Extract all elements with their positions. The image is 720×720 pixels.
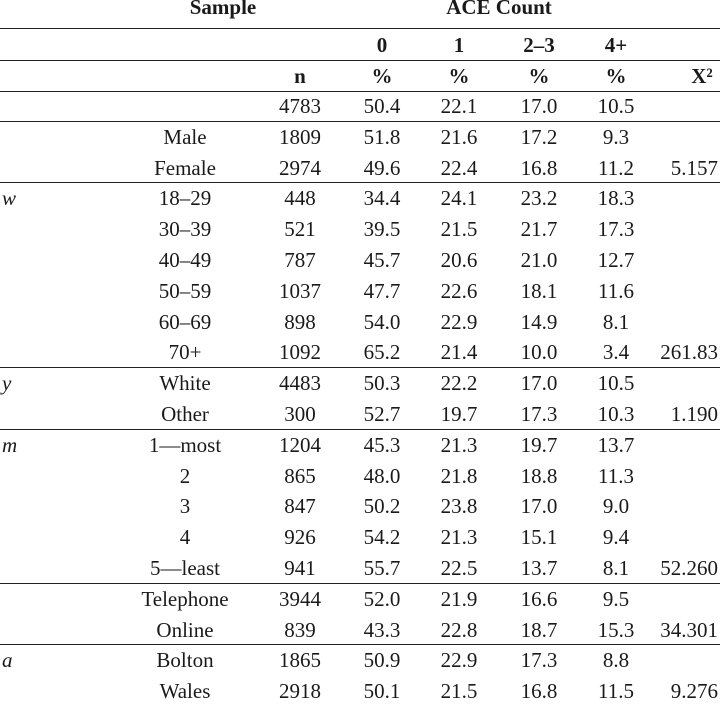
row-n: 2918 <box>279 679 321 704</box>
row-chi-square: 261.83 <box>660 340 718 365</box>
row-pct: 52.7 <box>363 402 401 426</box>
row-pct: 17.0 <box>520 494 558 519</box>
row-pct: 9.3 <box>602 124 630 149</box>
header-unit: % <box>371 64 393 88</box>
row-pct: 17.3 <box>520 648 558 673</box>
header-unit: % <box>448 64 470 88</box>
row-pct: 22.4 <box>440 155 478 180</box>
row-pct: 49.6 <box>363 155 401 180</box>
row-n: 448 <box>284 186 316 211</box>
header-unit: % <box>528 64 550 88</box>
row-pct: 13.7 <box>520 556 558 580</box>
row-pct: 50.4 <box>363 94 401 118</box>
row-n: 787 <box>284 248 316 272</box>
row-pct: 17.3 <box>597 217 635 242</box>
row-pct: 15.3 <box>597 617 635 642</box>
header-ace-col: 4+ <box>604 33 628 57</box>
row-pct: 24.1 <box>440 186 478 211</box>
row-pct: 21.5 <box>440 217 478 242</box>
row-pct: 52.0 <box>363 586 401 611</box>
row-level: Bolton <box>156 648 214 673</box>
header-sample: Sample <box>189 0 257 19</box>
row-pct: 21.3 <box>440 432 478 457</box>
row-pct: 22.9 <box>440 648 478 673</box>
row-n: 1204 <box>279 432 321 457</box>
row-level: 1—most <box>148 432 222 457</box>
row-pct: 21.6 <box>440 124 478 149</box>
row-pct: 3.4 <box>602 340 630 365</box>
row-pct: 9.4 <box>602 525 630 550</box>
row-pct: 11.5 <box>598 679 634 704</box>
row-pct: 21.3 <box>440 525 478 550</box>
row-level: 2 <box>179 463 191 488</box>
row-pct: 21.9 <box>440 586 478 611</box>
row-chi-square: 34.301 <box>660 617 718 642</box>
header-rule-middle <box>0 60 720 61</box>
header-ace-col: 0 <box>376 33 388 57</box>
row-pct: 22.5 <box>440 556 478 580</box>
row-level: 5—least <box>150 556 220 580</box>
row-pct: 22.6 <box>440 278 478 303</box>
row-n: 847 <box>284 494 316 519</box>
row-pct: 17.0 <box>520 371 558 396</box>
row-n: 4483 <box>279 371 321 396</box>
row-level: Female <box>154 155 216 180</box>
row-n: 941 <box>284 556 316 580</box>
group-divider <box>0 429 720 430</box>
header-unit: n <box>294 64 306 88</box>
row-pct: 51.8 <box>363 124 401 149</box>
row-pct: 17.2 <box>520 124 558 149</box>
row-level: 30–39 <box>158 217 212 242</box>
row-pct: 8.8 <box>602 648 630 673</box>
row-pct: 55.7 <box>363 556 401 580</box>
row-n: 2974 <box>279 155 321 180</box>
row-n: 926 <box>284 525 316 550</box>
header-unit: % <box>605 64 627 88</box>
row-level: Male <box>163 124 207 149</box>
row-pct: 15.1 <box>520 525 558 550</box>
row-pct: 22.2 <box>440 371 478 396</box>
row-n: 4783 <box>279 94 321 118</box>
row-pct: 18.8 <box>520 463 558 488</box>
row-pct: 43.3 <box>363 617 401 642</box>
row-n: 865 <box>284 463 316 488</box>
row-pct: 19.7 <box>520 432 558 457</box>
row-chi-square: 52.260 <box>660 556 718 580</box>
row-pct: 8.1 <box>602 309 630 334</box>
row-pct: 21.7 <box>520 217 558 242</box>
row-pct: 11.2 <box>598 155 634 180</box>
row-n: 1865 <box>279 648 321 673</box>
row-n: 1092 <box>279 340 321 365</box>
row-pct: 16.8 <box>520 679 558 704</box>
row-pct: 50.1 <box>363 679 401 704</box>
row-pct: 39.5 <box>363 217 401 242</box>
row-pct: 10.3 <box>597 402 635 426</box>
row-chi-square: 5.157 <box>670 155 718 180</box>
row-level: 40–49 <box>158 248 212 272</box>
row-pct: 14.9 <box>520 309 558 334</box>
row-level: Wales <box>159 679 211 704</box>
row-n: 898 <box>284 309 316 334</box>
row-level: 4 <box>179 525 191 550</box>
row-pct: 23.8 <box>440 494 478 519</box>
row-pct: 10.5 <box>597 371 635 396</box>
row-level: 3 <box>179 494 191 519</box>
row-level: 18–29 <box>158 186 212 211</box>
row-pct: 10.0 <box>520 340 558 365</box>
group-divider <box>0 121 720 122</box>
group-divider <box>0 367 720 368</box>
row-pct: 50.9 <box>363 648 401 673</box>
header-ace-col: 1 <box>453 33 465 57</box>
row-chi-square: 9.276 <box>670 679 718 704</box>
row-n: 300 <box>284 402 316 426</box>
row-pct: 48.0 <box>363 463 401 488</box>
row-pct: 47.7 <box>363 278 401 303</box>
row-pct: 22.9 <box>440 309 478 334</box>
row-pct: 18.7 <box>520 617 558 642</box>
row-pct: 17.3 <box>520 402 558 426</box>
header-ace-col: 2–3 <box>523 33 555 57</box>
row-n: 1037 <box>279 278 321 303</box>
header-rule-top <box>0 28 720 29</box>
group-divider <box>0 583 720 584</box>
header-unit: X² <box>691 64 713 88</box>
row-pct: 22.1 <box>440 94 478 118</box>
row-pct: 45.7 <box>363 248 401 272</box>
row-pct: 21.0 <box>520 248 558 272</box>
row-level: Online <box>156 617 214 642</box>
row-pct: 11.6 <box>598 278 634 303</box>
row-pct: 50.2 <box>363 494 401 519</box>
row-pct: 21.5 <box>440 679 478 704</box>
row-level: Telephone <box>141 586 229 611</box>
row-pct: 22.8 <box>440 617 478 642</box>
row-pct: 23.2 <box>520 186 558 211</box>
header-ace-count: ACE Count <box>446 0 552 19</box>
row-pct: 13.7 <box>597 432 635 457</box>
row-pct: 8.1 <box>602 556 630 580</box>
row-pct: 65.2 <box>363 340 401 365</box>
row-pct: 19.7 <box>440 402 478 426</box>
row-pct: 16.6 <box>520 586 558 611</box>
row-level: 50–59 <box>158 278 212 303</box>
row-level: 70+ <box>168 340 202 365</box>
row-pct: 11.3 <box>598 463 634 488</box>
row-pct: 50.3 <box>363 371 401 396</box>
group-label: y <box>2 371 12 396</box>
row-level: Other <box>161 402 209 426</box>
row-pct: 54.0 <box>363 309 401 334</box>
header-rule-bottom <box>0 91 720 92</box>
row-n: 3944 <box>279 586 321 611</box>
group-label: a <box>2 648 13 673</box>
group-divider <box>0 182 720 183</box>
row-pct: 54.2 <box>363 525 401 550</box>
row-pct: 9.5 <box>602 586 630 611</box>
row-level: White <box>159 371 211 396</box>
row-n: 1809 <box>279 124 321 149</box>
group-label: w <box>2 186 17 211</box>
row-pct: 20.6 <box>440 248 478 272</box>
row-n: 521 <box>284 217 316 242</box>
row-pct: 18.3 <box>597 186 635 211</box>
row-pct: 17.0 <box>520 94 558 118</box>
row-pct: 16.8 <box>520 155 558 180</box>
row-pct: 12.7 <box>597 248 635 272</box>
row-pct: 34.4 <box>363 186 401 211</box>
row-pct: 45.3 <box>363 432 401 457</box>
row-pct: 9.0 <box>602 494 630 519</box>
row-pct: 21.8 <box>440 463 478 488</box>
group-label: m <box>2 432 18 457</box>
row-level: 60–69 <box>158 309 212 334</box>
row-chi-square: 1.190 <box>670 402 718 426</box>
row-n: 839 <box>284 617 316 642</box>
row-pct: 21.4 <box>440 340 478 365</box>
row-pct: 18.1 <box>520 278 558 303</box>
group-divider <box>0 644 720 645</box>
row-pct: 10.5 <box>597 94 635 118</box>
